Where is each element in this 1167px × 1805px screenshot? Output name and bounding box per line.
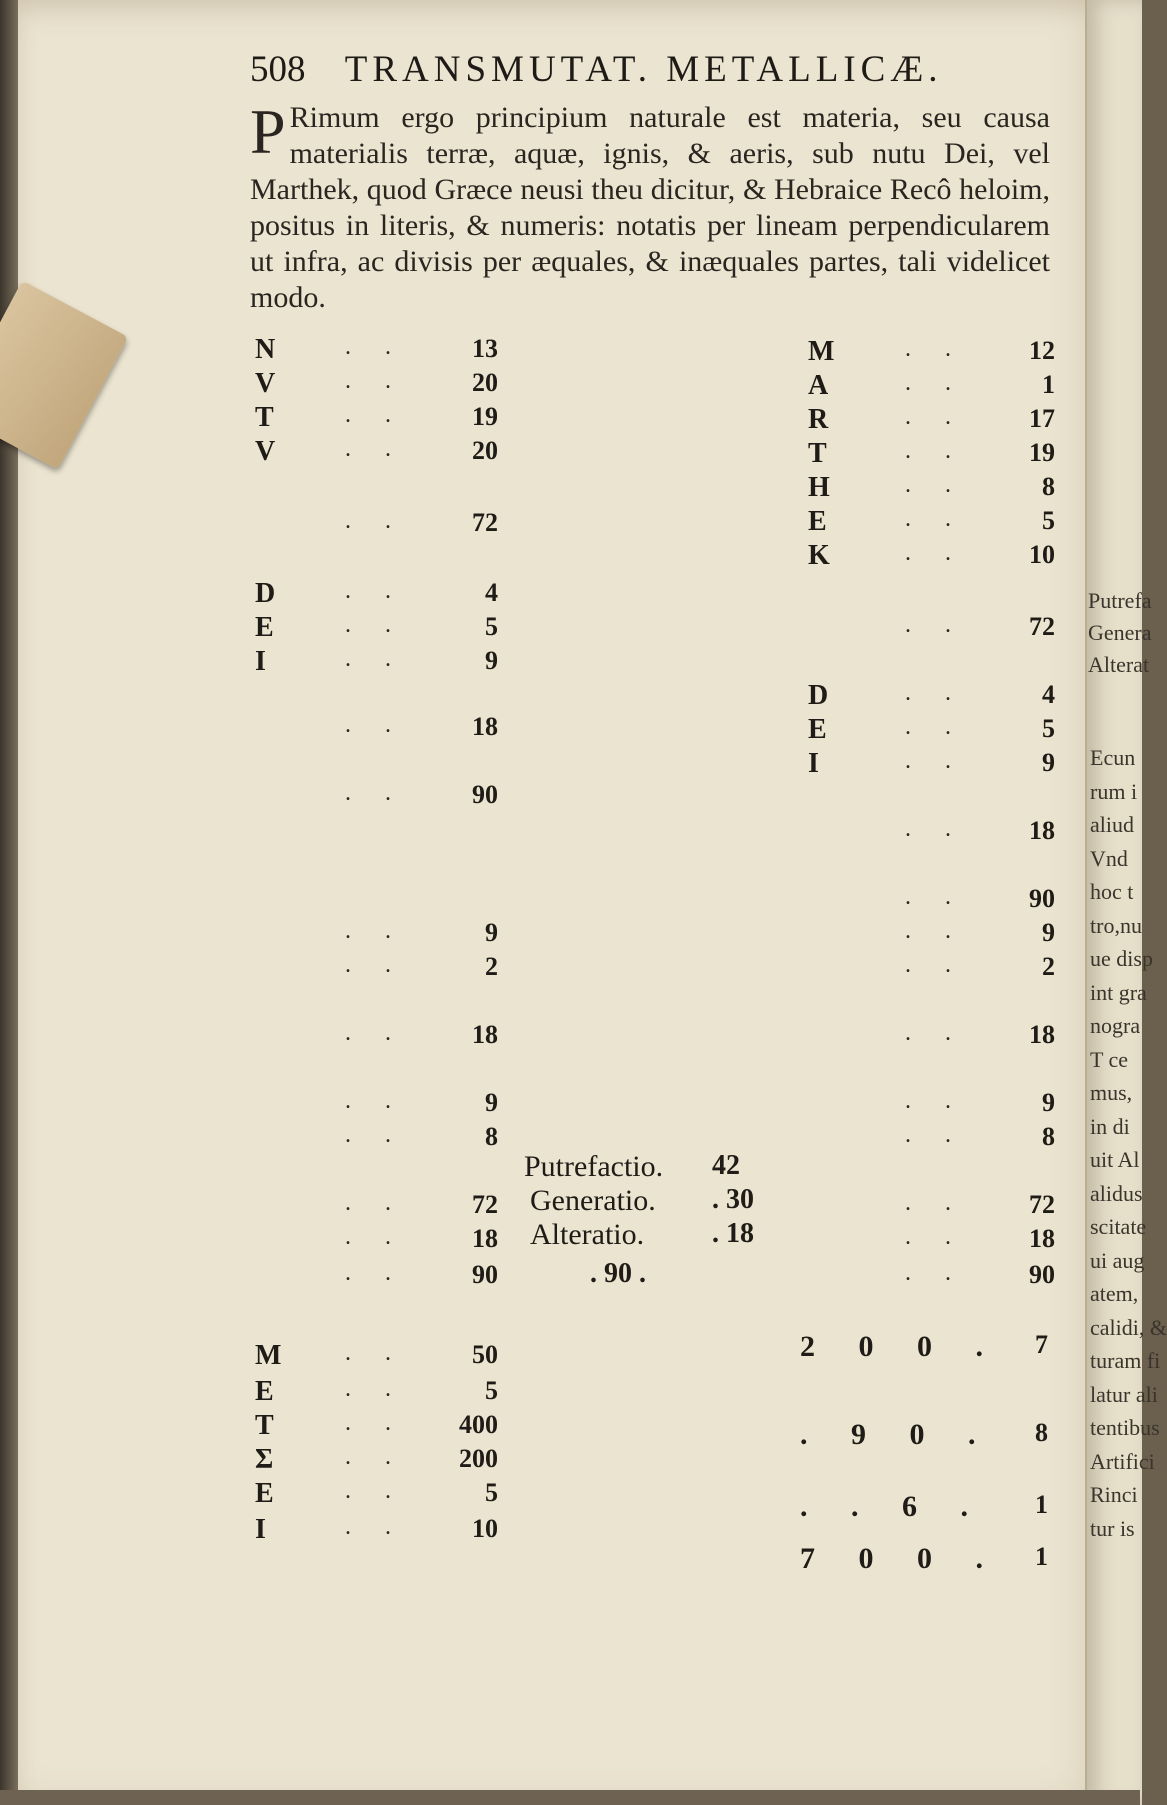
row-dots: . .: [345, 1260, 405, 1286]
row-dots: . .: [905, 816, 965, 842]
row-number: 17: [1029, 404, 1055, 433]
row-dots: . .: [905, 1224, 965, 1250]
row-letter: T: [808, 438, 827, 469]
book-spine-edge: [0, 0, 18, 1805]
row-letter: E: [808, 714, 827, 745]
row-number: 1: [1035, 1542, 1048, 1571]
row-dots: . .: [905, 714, 965, 740]
row-number: 5: [485, 612, 498, 641]
row-number: 19: [1029, 438, 1055, 467]
row-dots: . .: [345, 1340, 405, 1366]
row-dots: . .: [905, 1020, 965, 1046]
row-letter: A: [808, 370, 829, 401]
row-letter: I: [255, 646, 266, 677]
row-number: 8: [1042, 472, 1055, 501]
row-letter: E: [808, 506, 827, 537]
row-number: 20: [472, 368, 498, 397]
row-number: 18: [1029, 1224, 1055, 1253]
row-dots: . .: [905, 336, 965, 362]
row-dots: . .: [905, 540, 965, 566]
row-number: 9: [485, 918, 498, 947]
row-number: 18: [472, 712, 498, 741]
row-dots: . .: [345, 712, 405, 738]
row-number: 20: [472, 436, 498, 465]
row-number: 9: [485, 646, 498, 675]
margin-note: uit Al: [1090, 1147, 1140, 1172]
margin-note: atem,: [1090, 1281, 1139, 1306]
row-number: 7: [1035, 1330, 1048, 1359]
row-number: 4: [485, 578, 498, 607]
margin-note: rum i: [1090, 778, 1138, 804]
row-dots: . .: [345, 1478, 405, 1504]
row-number: 2: [1042, 952, 1055, 981]
row-number: 18: [472, 1224, 498, 1253]
margin-note: tur is: [1090, 1515, 1135, 1541]
row-letter: E: [255, 1376, 274, 1407]
row-dots: . .: [345, 1444, 405, 1470]
margin-note: tro,nu: [1090, 912, 1142, 938]
row-dots: . .: [345, 646, 405, 672]
row-number: 1: [1042, 370, 1055, 399]
row-number: 72: [472, 508, 498, 537]
row-number: 72: [1029, 1190, 1055, 1219]
row-number: 50: [472, 1340, 498, 1369]
margin-note: ue disp: [1090, 946, 1153, 971]
row-dots: . .: [905, 1122, 965, 1148]
row-letter: I: [808, 748, 819, 779]
row-dots: . .: [905, 748, 965, 774]
row-dots: . .: [345, 1020, 405, 1046]
row-dots: . .: [345, 1088, 405, 1114]
row-letter: Σ: [255, 1444, 274, 1475]
row-number: 10: [1029, 540, 1055, 569]
margin-note: scitate: [1090, 1214, 1147, 1239]
row-dots: . .: [345, 952, 405, 978]
row-dots: . .: [905, 472, 965, 498]
row-number: 18: [472, 1020, 498, 1049]
margin-note: ui aug: [1090, 1247, 1145, 1273]
row-number: 90: [1029, 884, 1055, 913]
row-letter: M: [255, 1340, 282, 1371]
row-number: 13: [472, 334, 498, 363]
row-dots: . .: [345, 1410, 405, 1436]
row-letter: K: [808, 540, 830, 571]
row-number: 1: [1035, 1490, 1048, 1519]
margin-note: Alterat: [1088, 652, 1150, 677]
row-number: 400: [459, 1410, 498, 1439]
row-letter: D: [808, 680, 829, 711]
row-number: 9: [485, 1088, 498, 1117]
process-value: . 30: [712, 1184, 754, 1215]
row-number: 90: [1029, 1260, 1055, 1289]
row-dots: . .: [905, 918, 965, 944]
row-number: 5: [485, 1478, 498, 1507]
row-dots: . .: [905, 370, 965, 396]
row-dots: . .: [345, 578, 405, 604]
drop-initial: P: [250, 96, 286, 167]
row-letter: M: [808, 336, 835, 367]
row-dots: . .: [905, 1190, 965, 1216]
intro-paragraph: [250, 96, 1050, 316]
margin-note: hoc t: [1090, 879, 1134, 904]
digit-row: . . 6 .: [800, 1490, 986, 1523]
margin-note: latur ali: [1090, 1381, 1158, 1407]
row-dots: . .: [345, 1190, 405, 1216]
row-letter: H: [808, 472, 830, 503]
row-number: 10: [472, 1514, 498, 1543]
row-letter: V: [255, 368, 276, 399]
process-value: 42: [712, 1150, 740, 1181]
row-dots: . .: [345, 402, 405, 428]
row-number: 5: [1042, 714, 1055, 743]
row-letter: I: [255, 1514, 266, 1545]
bottom-background: [0, 1790, 1140, 1805]
margin-note: calidi, &: [1090, 1314, 1167, 1340]
digit-row: 2 0 0 .: [800, 1330, 1001, 1363]
row-number: 18: [1029, 1020, 1055, 1049]
margin-note: tentibus: [1090, 1415, 1160, 1440]
row-dots: . .: [905, 884, 965, 910]
process-label: Generatio.: [530, 1184, 656, 1217]
margin-note: aliud: [1090, 812, 1134, 837]
process-label: Putrefactio.: [524, 1150, 664, 1183]
row-dots: . .: [905, 506, 965, 532]
margin-note: T ce: [1090, 1046, 1129, 1072]
row-dots: . .: [345, 1224, 405, 1250]
margin-note: Putrefa: [1088, 588, 1152, 613]
row-dots: . .: [345, 1514, 405, 1540]
row-letter: V: [255, 436, 276, 467]
row-letter: E: [255, 1478, 274, 1509]
row-dots: . .: [905, 438, 965, 464]
digit-row: . 9 0 .: [800, 1418, 994, 1451]
row-number: 72: [1029, 612, 1055, 641]
row-dots: . .: [905, 1088, 965, 1114]
margin-note: Genera: [1088, 620, 1152, 645]
row-letter: T: [255, 402, 274, 433]
margin-note: nogra: [1090, 1013, 1141, 1038]
row-number: 9: [1042, 748, 1055, 777]
row-dots: . .: [905, 952, 965, 978]
row-dots: . .: [345, 612, 405, 638]
row-dots: . .: [905, 612, 965, 638]
row-number: 19: [472, 402, 498, 431]
row-letter: R: [808, 404, 829, 435]
paragraph-text: Rimum ergo principium naturale est materia, seu causa materialis terræ, aquæ, ignis, & aeris, sub nutu Dei, vel Marthek, quod Græce neusi theu dicitur, & Hebraice Recô heloim, positus in literis, & numeris: notatis per lineam perpendicularem ut infra, ac divisis per æquales, & inæquales partes, tali videlicet modo.: [250, 101, 1050, 314]
digit-row: 7 0 0 .: [800, 1542, 1001, 1575]
running-title: TRANSMUTAT. METALLICÆ.: [344, 49, 943, 90]
margin-note: in di: [1090, 1113, 1130, 1139]
row-number: 18: [1029, 816, 1055, 845]
row-dots: . .: [345, 780, 405, 806]
row-number: 72: [472, 1190, 498, 1219]
row-number: 90: [472, 1260, 498, 1289]
row-letter: T: [255, 1410, 274, 1441]
process-value: . 18: [712, 1218, 754, 1249]
row-dots: . .: [345, 508, 405, 534]
row-letter: D: [255, 578, 276, 609]
margin-note: alidus: [1090, 1180, 1143, 1206]
row-number: 9: [1042, 1088, 1055, 1117]
margin-note: Vnd: [1090, 845, 1128, 871]
row-dots: . .: [345, 918, 405, 944]
row-letter: E: [255, 612, 274, 643]
margin-note: turam fi: [1090, 1348, 1161, 1373]
row-number: 8: [485, 1122, 498, 1151]
row-dots: . .: [345, 334, 405, 360]
row-number: 12: [1029, 336, 1055, 365]
row-dots: . .: [905, 1260, 965, 1286]
row-number: 90: [472, 780, 498, 809]
margin-note: mus,: [1090, 1080, 1133, 1105]
process-total: . 90 .: [590, 1258, 646, 1289]
row-number: 4: [1042, 680, 1055, 709]
row-dots: . .: [345, 1376, 405, 1402]
row-dots: . .: [345, 436, 405, 462]
row-number: 5: [485, 1376, 498, 1405]
margin-note: Artifici: [1090, 1448, 1155, 1474]
row-number: 200: [459, 1444, 498, 1473]
row-number: 5: [1042, 506, 1055, 535]
row-number: 8: [1042, 1122, 1055, 1151]
row-letter: N: [255, 334, 276, 365]
process-label: Alteratio.: [530, 1218, 645, 1251]
page-header: [250, 48, 943, 91]
row-dots: . .: [345, 368, 405, 394]
row-dots: . .: [905, 680, 965, 706]
row-number: 8: [1035, 1418, 1048, 1447]
margin-note: Rinci: [1090, 1482, 1138, 1507]
row-dots: . .: [345, 1122, 405, 1148]
margin-note: int gra: [1090, 979, 1147, 1005]
row-number: 2: [485, 952, 498, 981]
margin-note: Ecun: [1090, 745, 1136, 770]
row-dots: . .: [905, 404, 965, 430]
folio-number: 508: [250, 49, 306, 90]
row-number: 9: [1042, 918, 1055, 947]
